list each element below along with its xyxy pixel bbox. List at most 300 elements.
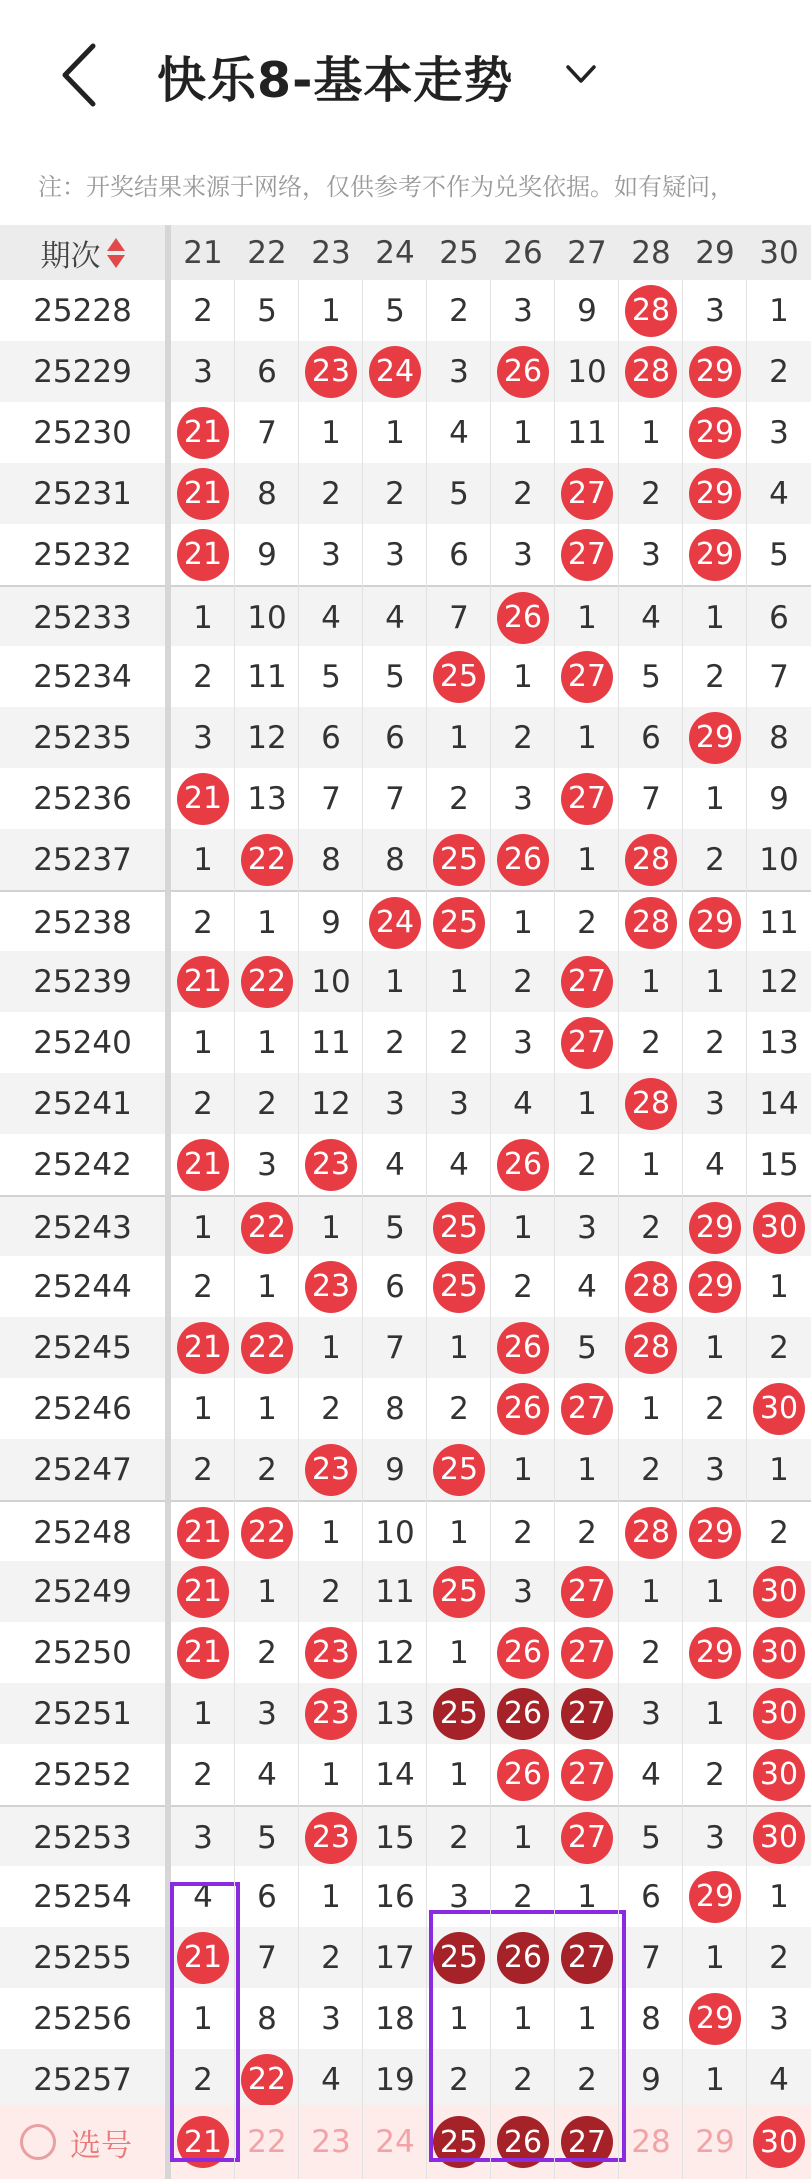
- table-row: [0, 463, 811, 524]
- issue-number: 25237: [33, 841, 132, 878]
- issue-number: 25228: [33, 292, 132, 329]
- hit-cell: [619, 1502, 683, 1563]
- miss-count-cell: 2: [193, 1756, 213, 1793]
- miss-count-cell: 1: [641, 1573, 661, 1610]
- miss-count-cell: 13: [247, 780, 287, 817]
- miss-count-cell: 3: [385, 536, 405, 573]
- drawn-ball: 23: [305, 1627, 357, 1679]
- drawn-ball: 30: [753, 1627, 805, 1679]
- miss-count-cell: 1: [513, 1451, 533, 1488]
- drawn-ball: 28: [625, 897, 677, 949]
- miss-count-cell: 1: [577, 1878, 597, 1915]
- miss-count-cell: 2: [321, 475, 341, 512]
- hit-cell: [683, 1197, 747, 1258]
- column-header-24: 24: [375, 234, 415, 271]
- miss-count-cell: 2: [513, 963, 533, 1000]
- select-number-29[interactable]: 29: [695, 2124, 735, 2160]
- miss-count-cell: 6: [257, 1878, 277, 1915]
- repeat-ball: 25: [433, 1932, 485, 1984]
- miss-count-cell: 2: [513, 2061, 533, 2098]
- table-row: [0, 524, 811, 585]
- miss-count-cell: 7: [385, 1329, 405, 1366]
- miss-count-cell: 14: [375, 1756, 415, 1793]
- miss-count-cell: 1: [321, 1209, 341, 1246]
- miss-count-cell: 2: [705, 1756, 725, 1793]
- hit-cell: [555, 1378, 619, 1439]
- miss-count-cell: 1: [513, 414, 533, 451]
- miss-count-cell: 7: [641, 1939, 661, 1976]
- table-row: [0, 951, 811, 1012]
- miss-count-cell: 2: [385, 1024, 405, 1061]
- miss-count-cell: 3: [769, 414, 789, 451]
- miss-count-cell: 9: [577, 292, 597, 329]
- drawn-ball: 29: [689, 712, 741, 764]
- miss-count-cell: 2: [705, 658, 725, 695]
- drawn-ball: 26: [497, 1139, 549, 1191]
- miss-count-cell: 14: [759, 1085, 799, 1122]
- miss-count-cell: 2: [449, 2061, 469, 2098]
- table-row: [0, 1622, 811, 1683]
- drawn-ball: 30: [753, 1566, 805, 1618]
- miss-count-cell: 1: [449, 1634, 469, 1671]
- issue-number: 25231: [33, 475, 132, 512]
- miss-count-cell: 3: [513, 536, 533, 573]
- miss-count-cell: 2: [321, 1939, 341, 1976]
- drawn-ball: 29: [689, 407, 741, 459]
- miss-count-cell: 6: [385, 1268, 405, 1305]
- miss-count-cell: 2: [705, 1024, 725, 1061]
- miss-count-cell: 7: [385, 780, 405, 817]
- hit-cell: [427, 1683, 491, 1744]
- miss-count-cell: 8: [385, 841, 405, 878]
- drawn-ball: 23: [305, 1139, 357, 1191]
- table-row: [0, 1439, 811, 1500]
- hit-cell: [491, 829, 555, 890]
- hit-cell: [683, 524, 747, 585]
- drawn-ball: 25: [433, 1261, 485, 1313]
- select-label[interactable]: [20, 2105, 132, 2179]
- hit-cell: [555, 1622, 619, 1683]
- hit-cell: [555, 768, 619, 829]
- miss-count-cell: 6: [321, 719, 341, 756]
- select-text: 选号: [70, 2127, 132, 2164]
- miss-count-cell: 4: [769, 2061, 789, 2098]
- miss-count-cell: 12: [759, 963, 799, 1000]
- miss-count-cell: 1: [705, 599, 725, 636]
- select-number-23[interactable]: 23: [311, 2124, 351, 2160]
- miss-count-cell: 3: [513, 780, 533, 817]
- miss-count-cell: 1: [705, 780, 725, 817]
- issue-number: 25229: [33, 353, 132, 390]
- repeat-ball: 26: [497, 1932, 549, 1984]
- table-row: [0, 1134, 811, 1195]
- select-number-28[interactable]: 28: [631, 2124, 671, 2160]
- miss-count-cell: 3: [641, 1695, 661, 1732]
- drawn-ball: 22: [241, 834, 293, 886]
- miss-count-cell: 9: [321, 904, 341, 941]
- miss-count-cell: 2: [193, 658, 213, 695]
- miss-count-cell: 3: [257, 1146, 277, 1183]
- miss-count-cell: 9: [769, 780, 789, 817]
- miss-count-cell: 2: [513, 1514, 533, 1551]
- drawn-ball: 23: [305, 1444, 357, 1496]
- repeat-ball: 27: [561, 1688, 613, 1740]
- drawn-ball: 25: [433, 1444, 485, 1496]
- hit-cell: [683, 402, 747, 463]
- miss-count-cell: 2: [513, 475, 533, 512]
- hit-cell: [427, 1256, 491, 1317]
- miss-count-cell: 10: [311, 963, 351, 1000]
- issue-header-label: 期次: [40, 238, 101, 274]
- miss-count-cell: 3: [321, 536, 341, 573]
- drawn-ball: 28: [625, 1507, 677, 1559]
- drawn-ball: 30: [753, 1749, 805, 1801]
- chevron-down-icon[interactable]: [563, 56, 599, 92]
- hit-cell: [555, 463, 619, 524]
- hit-cell: [171, 463, 235, 524]
- disclaimer-notice: 注：开奖结果来源于网络，仅供参考不作为兑奖依据。如有疑问，: [38, 173, 734, 201]
- miss-count-cell: 5: [257, 292, 277, 329]
- table-header: [0, 225, 811, 280]
- miss-count-cell: 9: [257, 536, 277, 573]
- miss-count-cell: 10: [759, 841, 799, 878]
- miss-count-cell: 11: [567, 414, 607, 451]
- drawn-ball: 28: [625, 346, 677, 398]
- miss-count-cell: 4: [321, 2061, 341, 2098]
- drawn-ball: 26: [497, 592, 549, 644]
- miss-count-cell: 3: [769, 2000, 789, 2037]
- table-row: [0, 402, 811, 463]
- selected-ball[interactable]: 25: [433, 2116, 485, 2168]
- miss-count-cell: 1: [449, 2000, 469, 2037]
- miss-count-cell: 2: [641, 1209, 661, 1246]
- miss-count-cell: 19: [375, 2061, 415, 2098]
- miss-count-cell: 8: [257, 475, 277, 512]
- hit-cell: [171, 1622, 235, 1683]
- miss-count-cell: 6: [257, 353, 277, 390]
- grid-line: [490, 280, 491, 2179]
- miss-count-cell: 2: [513, 1878, 533, 1915]
- hit-cell: [299, 1807, 363, 1868]
- hit-cell: [747, 1683, 811, 1744]
- miss-count-cell: 12: [311, 1085, 351, 1122]
- hit-cell: [747, 1197, 811, 1258]
- issue-number: 25246: [33, 1390, 132, 1427]
- grid-line: [234, 280, 235, 2179]
- issue-number: 25243: [33, 1209, 132, 1246]
- issue-number: 25241: [33, 1085, 132, 1122]
- hit-cell: [491, 1317, 555, 1378]
- drawn-ball: 25: [433, 834, 485, 886]
- hit-cell: [171, 1502, 235, 1563]
- miss-count-cell: 1: [577, 599, 597, 636]
- hit-cell: [427, 1439, 491, 1500]
- hit-cell: [427, 1197, 491, 1258]
- table-row: [0, 2049, 811, 2110]
- miss-count-cell: 1: [193, 599, 213, 636]
- table-row: [0, 341, 811, 402]
- miss-count-cell: 3: [641, 536, 661, 573]
- drawn-ball: 26: [497, 1322, 549, 1374]
- table-row: [0, 1805, 811, 1866]
- miss-count-cell: 2: [193, 1268, 213, 1305]
- miss-count-cell: 8: [769, 719, 789, 756]
- hit-cell: [555, 524, 619, 585]
- table-row: [0, 1927, 811, 1988]
- miss-count-cell: 1: [641, 963, 661, 1000]
- miss-count-cell: 1: [193, 1209, 213, 1246]
- selected-ball[interactable]: 27: [561, 2116, 613, 2168]
- hit-cell: [683, 341, 747, 402]
- miss-count-cell: 6: [449, 536, 469, 573]
- hit-cell: [619, 280, 683, 341]
- drawn-ball: 29: [689, 1993, 741, 2045]
- hit-cell: [171, 1134, 235, 1195]
- hit-cell: [299, 1256, 363, 1317]
- miss-count-cell: 2: [513, 1268, 533, 1305]
- miss-count-cell: 15: [759, 1146, 799, 1183]
- hit-cell: [747, 1561, 811, 1622]
- drawn-ball: 30: [753, 1383, 805, 1435]
- table-row: [0, 1012, 811, 1073]
- drawn-ball: 27: [561, 1383, 613, 1435]
- hit-cell: [683, 892, 747, 953]
- miss-count-cell: 2: [257, 1085, 277, 1122]
- hit-cell: [427, 892, 491, 953]
- table-row: [0, 829, 811, 890]
- miss-count-cell: 2: [193, 2061, 213, 2098]
- miss-count-cell: 2: [641, 1634, 661, 1671]
- repeat-ball: 25: [433, 1688, 485, 1740]
- miss-count-cell: 1: [257, 1268, 277, 1305]
- issue-number: 25236: [33, 780, 132, 817]
- drawn-ball: 25: [433, 651, 485, 703]
- miss-count-cell: 3: [193, 353, 213, 390]
- miss-count-cell: 2: [769, 1514, 789, 1551]
- issue-number: 25234: [33, 658, 132, 695]
- drawn-ball: 27: [561, 1627, 613, 1679]
- miss-count-cell: 3: [513, 1024, 533, 1061]
- back-arrow-icon[interactable]: [55, 40, 105, 110]
- table-row: [0, 280, 811, 341]
- miss-count-cell: 2: [449, 1390, 469, 1427]
- table-row: [0, 646, 811, 707]
- miss-count-cell: 1: [449, 1329, 469, 1366]
- issue-number: 25232: [33, 536, 132, 573]
- table-row: [0, 890, 811, 951]
- drawn-ball: 23: [305, 1261, 357, 1313]
- hit-cell: [299, 1622, 363, 1683]
- miss-count-cell: 4: [193, 1878, 213, 1915]
- miss-count-cell: 4: [641, 1756, 661, 1793]
- hit-cell: [619, 1317, 683, 1378]
- miss-count-cell: 2: [577, 1514, 597, 1551]
- grid-line: [554, 280, 555, 2179]
- miss-count-cell: 5: [385, 658, 405, 695]
- hit-cell: [555, 1683, 619, 1744]
- drawn-ball: 26: [497, 1749, 549, 1801]
- miss-count-cell: 1: [641, 1146, 661, 1183]
- drawn-ball: 25: [433, 1566, 485, 1618]
- issue-number: 25238: [33, 904, 132, 941]
- miss-count-cell: 1: [705, 1329, 725, 1366]
- miss-count-cell: 1: [513, 904, 533, 941]
- miss-count-cell: 1: [513, 658, 533, 695]
- drawn-ball: 27: [561, 529, 613, 581]
- miss-count-cell: 1: [193, 841, 213, 878]
- drawn-ball: 29: [689, 1507, 741, 1559]
- miss-count-cell: 3: [705, 1451, 725, 1488]
- issue-number: 25233: [33, 599, 132, 636]
- miss-count-cell: 10: [247, 599, 287, 636]
- miss-count-cell: 1: [449, 963, 469, 1000]
- drawn-ball: 26: [497, 1383, 549, 1435]
- drawn-ball: 21: [177, 1566, 229, 1618]
- miss-count-cell: 8: [321, 841, 341, 878]
- miss-count-cell: 1: [321, 1756, 341, 1793]
- drawn-ball: 29: [689, 1202, 741, 1254]
- hit-cell: [555, 1744, 619, 1805]
- miss-count-cell: 3: [193, 1819, 213, 1856]
- drawn-ball: 28: [625, 1261, 677, 1313]
- hit-cell: [491, 1378, 555, 1439]
- miss-count-cell: 9: [641, 2061, 661, 2098]
- miss-count-cell: 8: [385, 1390, 405, 1427]
- hit-cell: [299, 1134, 363, 1195]
- miss-count-cell: 13: [759, 1024, 799, 1061]
- miss-count-cell: 2: [193, 292, 213, 329]
- miss-count-cell: 11: [375, 1573, 415, 1610]
- hit-cell: [171, 524, 235, 585]
- selected-ball[interactable]: 21: [177, 2116, 229, 2168]
- miss-count-cell: 17: [375, 1939, 415, 1976]
- drawn-ball: 24: [369, 897, 421, 949]
- hit-cell: [363, 341, 427, 402]
- drawn-ball: 27: [561, 651, 613, 703]
- miss-count-cell: 3: [321, 2000, 341, 2037]
- hit-cell: [171, 951, 235, 1012]
- miss-count-cell: 3: [193, 719, 213, 756]
- miss-count-cell: 11: [247, 658, 287, 695]
- select-ball-30[interactable]: [747, 2105, 811, 2179]
- hit-cell: [235, 951, 299, 1012]
- issue-number: 25247: [33, 1451, 132, 1488]
- drawn-ball: 29: [689, 1871, 741, 1923]
- hit-cell: [235, 2049, 299, 2110]
- app-header: [0, 0, 811, 150]
- miss-count-cell: 3: [513, 292, 533, 329]
- page-title[interactable]: 快乐8-基本走势: [157, 52, 514, 109]
- miss-count-cell: 12: [247, 719, 287, 756]
- drawn-ball: 28: [625, 285, 677, 337]
- miss-count-cell: 1: [577, 1085, 597, 1122]
- select-number-22[interactable]: 22: [247, 2124, 287, 2160]
- miss-count-cell: 3: [577, 1209, 597, 1246]
- grid-line: [682, 280, 683, 2179]
- miss-count-cell: 4: [449, 1146, 469, 1183]
- miss-count-cell: 3: [705, 1085, 725, 1122]
- select-number-24[interactable]: 24: [375, 2124, 415, 2160]
- radio-icon[interactable]: [20, 2124, 56, 2160]
- miss-count-cell: 4: [385, 1146, 405, 1183]
- grid-line: [746, 280, 747, 2179]
- table-row: [0, 1378, 811, 1439]
- miss-count-cell: 1: [449, 1514, 469, 1551]
- grid-line: [426, 280, 427, 2179]
- table-row: [0, 1195, 811, 1256]
- drawn-ball: 21: [177, 407, 229, 459]
- issue-number: 25257: [33, 2061, 132, 2098]
- miss-count-cell: 6: [769, 599, 789, 636]
- number-select-row: [0, 2105, 811, 2179]
- column-header-23: 23: [311, 234, 351, 271]
- hit-cell: [683, 707, 747, 768]
- table-row: [0, 707, 811, 768]
- miss-count-cell: 2: [577, 2061, 597, 2098]
- miss-count-cell: 1: [385, 414, 405, 451]
- table-row: [0, 585, 811, 646]
- drawn-ball: 21: [177, 468, 229, 520]
- hit-cell: [747, 1807, 811, 1868]
- miss-count-cell: 1: [705, 1573, 725, 1610]
- column-header-27: 27: [567, 234, 607, 271]
- drawn-ball: 29: [689, 346, 741, 398]
- miss-count-cell: 2: [449, 780, 469, 817]
- issue-number: 25256: [33, 2000, 132, 2037]
- sort-icon[interactable]: [107, 236, 125, 270]
- miss-count-cell: 5: [257, 1819, 277, 1856]
- drawn-ball: 21: [177, 1322, 229, 1374]
- issue-column-header[interactable]: [0, 225, 165, 280]
- miss-count-cell: 2: [705, 841, 725, 878]
- selected-ball[interactable]: 30: [753, 2116, 805, 2168]
- miss-count-cell: 1: [641, 1390, 661, 1427]
- table-row: [0, 768, 811, 829]
- issue-number: 25230: [33, 414, 132, 451]
- miss-count-cell: 2: [769, 1939, 789, 1976]
- miss-count-cell: 2: [257, 1451, 277, 1488]
- repeat-ball: 27: [561, 1932, 613, 1984]
- issue-number: 25245: [33, 1329, 132, 1366]
- drawn-ball: 26: [497, 346, 549, 398]
- miss-count-cell: 4: [577, 1268, 597, 1305]
- miss-count-cell: 2: [769, 1329, 789, 1366]
- hit-cell: [747, 1744, 811, 1805]
- drawn-ball: 29: [689, 468, 741, 520]
- miss-count-cell: 1: [257, 1573, 277, 1610]
- hit-cell: [171, 402, 235, 463]
- selected-ball[interactable]: 26: [497, 2116, 549, 2168]
- hit-cell: [747, 1622, 811, 1683]
- miss-count-cell: 4: [641, 599, 661, 636]
- hit-cell: [555, 1561, 619, 1622]
- table-row: [0, 1561, 811, 1622]
- grid-line: [298, 280, 299, 2179]
- miss-count-cell: 2: [193, 1085, 213, 1122]
- drawn-ball: 25: [433, 897, 485, 949]
- issue-number: 25240: [33, 1024, 132, 1061]
- miss-count-cell: 5: [385, 292, 405, 329]
- miss-count-cell: 1: [513, 1209, 533, 1246]
- drawn-ball: 27: [561, 468, 613, 520]
- miss-count-cell: 2: [577, 1146, 597, 1183]
- hit-cell: [427, 829, 491, 890]
- hit-cell: [363, 892, 427, 953]
- hit-cell: [427, 1561, 491, 1622]
- table-row: [0, 1500, 811, 1561]
- miss-count-cell: 1: [321, 292, 341, 329]
- drawn-ball: 29: [689, 1627, 741, 1679]
